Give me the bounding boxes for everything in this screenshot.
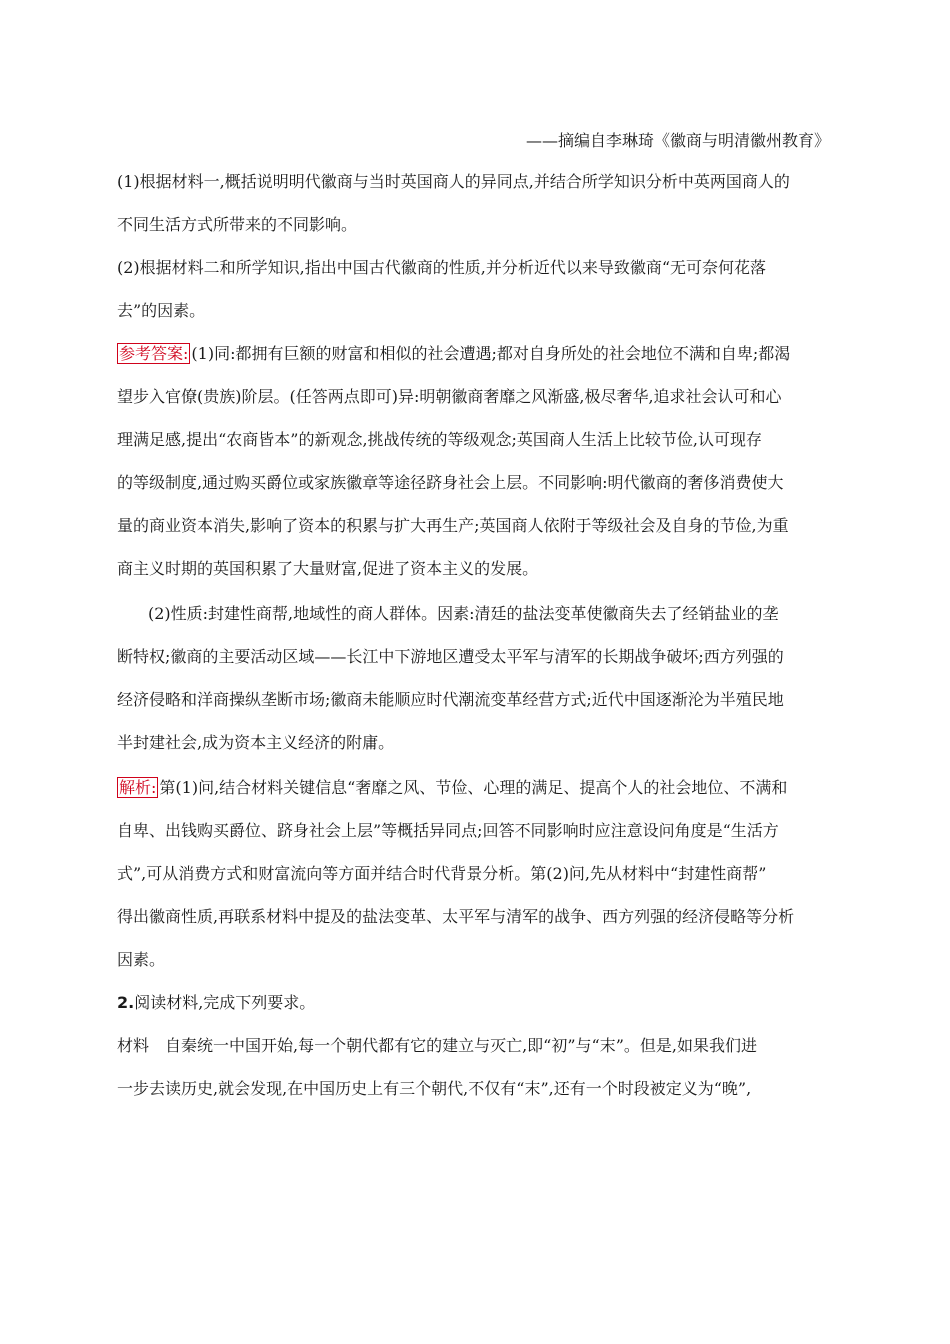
- answer-line-6: 商主义时期的英国积累了大量财富,促进了资本主义的发展。: [117, 559, 539, 578]
- material-line-2: 一步去读历史,就会发现,在中国历史上有三个朝代,不仅有“末”,还有一个时段被定义为“晚”,: [117, 1079, 752, 1098]
- analysis-line-3: 式”,可从消费方式和财富流向等方面并结合时代背景分析。第(2)问,先从材料中“封建性商帮”: [117, 864, 767, 883]
- question-next-text: 阅读材料,完成下列要求。: [134, 993, 316, 1012]
- answer-line-5: 量的商业资本消失,影响了资本的积累与扩大再生产;英国商人依附于等级社会及自身的节俭,为重: [117, 516, 789, 535]
- source-citation: ——摘编自李琳琦《徽商与明清徽州教育》: [525, 131, 830, 150]
- analysis-line-1: [117, 777, 832, 799]
- answer-tag: 参考答案:: [119, 344, 189, 363]
- answer-line-7: (2)性质:封建性商帮,地域性的商人群体。因素:清廷的盐法变革使徽商失去了经销盐业的垄: [148, 604, 779, 623]
- analysis-line-4: 得出徽商性质,再联系材料中提及的盐法变革、太平军与清军的战争、西方列强的经济侵略等分析: [117, 907, 795, 926]
- question-1-line-1: (1)根据材料一,概括说明明代徽商与当时英国商人的异同点,并结合所学知识分析中英两国商人的: [117, 172, 790, 191]
- question-number: 2.: [117, 993, 135, 1012]
- answer-line-8: 断特权;徽商的主要活动区域——长江中下游地区遭受太平军与清军的长期战争破坏;西方列强的: [117, 647, 784, 666]
- material-line-1: 材料 自秦统一中国开始,每一个朝代都有它的建立与灭亡,即“初”与“末”。但是,如果我们进: [117, 1036, 757, 1055]
- analysis-line-5: 因素。: [117, 950, 166, 969]
- answer-line-10: 半封建社会,成为资本主义经济的附庸。: [117, 733, 395, 752]
- answer-line-4: 的等级制度,通过购买爵位或家族徽章等途径跻身社会上层。不同影响:明代徽商的奢侈消费使大: [117, 473, 784, 492]
- answer-line-2: 望步入官僚(贵族)阶层。(任答两点即可)异:明朝徽商奢靡之风渐盛,极尽奢华,追求社会认可和心: [117, 387, 782, 406]
- analysis-tag: 解析:: [119, 778, 157, 797]
- analysis-text: 第(1)问,结合材料关键信息“奢靡之风、节俭、心理的满足、提高个人的社会地位、不满和: [159, 778, 788, 797]
- question-2-line-2: 去”的因素。: [117, 301, 206, 320]
- answer-line-3: 理满足感,提出“农商皆本”的新观念,挑战传统的等级观念;英国商人生活上比较节俭,认可现存: [117, 430, 763, 449]
- answer-line-1: [117, 343, 832, 365]
- question-2-line-1: (2)根据材料二和所学知识,指出中国古代徽商的性质,并分析近代以来导致徽商“无可奈何花落: [117, 258, 767, 277]
- analysis-line-2: 自卑、出钱购买爵位、跻身社会上层”等概括异同点;回答不同影响时应注意设问角度是“生活方: [117, 821, 779, 840]
- question-1-line-2: 不同生活方式所带来的不同影响。: [117, 215, 358, 234]
- answer-text: (1)同:都拥有巨额的财富和相似的社会遭遇;都对自身所处的社会地位不满和自卑;都渴: [191, 344, 791, 363]
- question-next: [117, 992, 832, 1014]
- answer-line-9: 经济侵略和洋商操纵垄断市场;徽商未能顺应时代潮流变革经营方式;近代中国逐渐沦为半殖民地: [117, 690, 784, 709]
